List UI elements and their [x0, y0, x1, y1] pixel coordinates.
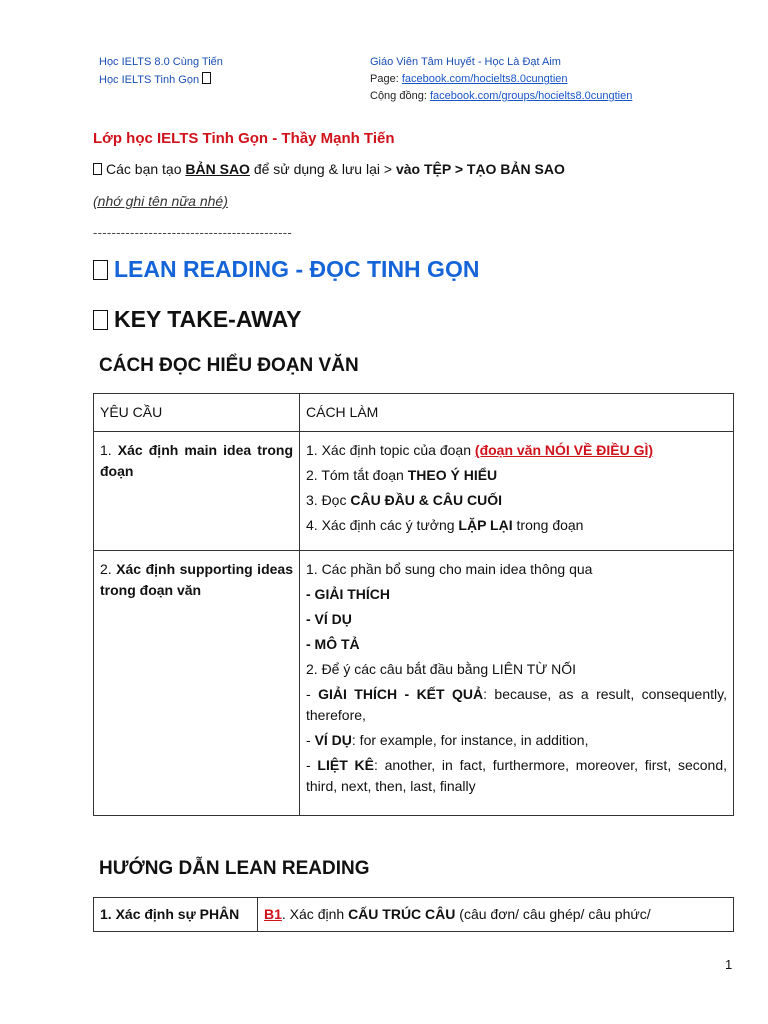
lean-step-detail [258, 898, 734, 932]
row2-step2: 2. Để ý các câu bắt đầu bằng LIÊN TỪ NỐI [306, 661, 577, 677]
header-left-line1: Học IELTS 8.0 Cùng Tiến [99, 56, 223, 68]
row1-step4 [306, 515, 727, 536]
table-row [94, 898, 734, 932]
row1-method [300, 432, 734, 551]
copy-mid: để sử dụng & lưu lại > [249, 161, 396, 177]
row2-method [300, 551, 734, 816]
row2-linker-list [306, 755, 727, 797]
lean-reading-table [93, 897, 734, 932]
row2-step1: 1. Các phần bổ sung cho main idea thông qua [306, 561, 593, 577]
header-cell-requirement: YÊU CẦU [94, 394, 300, 432]
main-heading [93, 256, 479, 283]
row1-s3-pre: 3. Đọc [306, 492, 351, 508]
row1-requirement [94, 432, 300, 551]
book-icon [93, 260, 108, 280]
header-left-line2-text: Học IELTS Tinh Gọn [99, 74, 200, 86]
row1-s1-pre: 1. Xác định topic của đoạn [306, 442, 475, 458]
section2-heading: HƯỚNG DẪN LEAN READING [99, 858, 370, 879]
table-row [94, 551, 734, 816]
step-b1: B1 [264, 906, 282, 922]
row1-req-text: Xác định main idea trong đoạn [100, 442, 293, 479]
row2-bullet-explain: - GIẢI THÍCH [306, 586, 390, 602]
row2-l2-bold: VÍ DỤ [314, 732, 352, 748]
table-row [94, 432, 734, 551]
row1-step2 [306, 465, 727, 486]
row2-req-text: Xác định supporting ideas trong đoạn văn [100, 561, 293, 598]
page-number: 1 [725, 957, 733, 972]
row2-requirement [94, 551, 300, 816]
name-note: (nhớ ghi tên nữa nhé) [93, 193, 228, 209]
row1-s4-bold: LẶP LẠI [458, 517, 513, 533]
copy-instruction [93, 161, 565, 177]
row1-s3-bold: CÂU ĐẦU & CÂU CUỐI [350, 492, 503, 508]
main-heading-text: LEAN READING - ĐỌC TINH GỌN [114, 256, 480, 282]
row2-l3-post: : another, in fact, furthermore, moreover, first, second, third, next, then, last, finally [306, 757, 727, 794]
row2-bullet-example: - VÍ DỤ [306, 611, 352, 627]
row1-num: 1. [100, 442, 118, 458]
row1-s2-pre: 2. Tóm tắt đoạn [306, 467, 408, 483]
key-heading [93, 306, 301, 333]
row2-l1-bold: GIẢI THÍCH - KẾT QUẢ [318, 686, 484, 702]
table-header-row [94, 394, 734, 432]
pin-icon [93, 163, 102, 175]
reading-method-table [93, 393, 734, 816]
row2-linker-cause [306, 684, 727, 726]
row1-s4-pre: 4. Xác định các ý tưởng [306, 517, 459, 533]
copy-bold: BẢN SAO [185, 161, 250, 177]
row2-l1-pre: - [306, 686, 319, 702]
community-link[interactable]: facebook.com/groups/hocielts8.0cungtien [429, 90, 633, 102]
class-title: Lớp học IELTS Tinh Gọn - Thầy Mạnh Tiến [93, 130, 395, 147]
header-left-line2 [99, 72, 215, 87]
row2-l3-pre: - [306, 757, 318, 773]
row2-l2-post: : for example, for instance, in addition, [351, 732, 589, 748]
header-cell-method: CÁCH LÀM [300, 394, 734, 432]
row1-s2-bold: THEO Ý HIỂU [407, 467, 498, 483]
row1-step1 [306, 440, 727, 461]
key-icon [93, 310, 108, 330]
section1-heading: CÁCH ĐỌC HIỂU ĐOẠN VĂN [99, 355, 359, 376]
row2-num: 2. [100, 561, 117, 577]
page-link[interactable]: facebook.com/hocielts8.0cungtien [401, 73, 568, 85]
header-right-title: Giáo Viên Tâm Huyết - Học Là Đạt Aim [370, 56, 561, 68]
row1-step3 [306, 490, 727, 511]
row2-bullet-describe: - MÔ TẢ [306, 636, 360, 652]
row1-s1-red: (đoạn văn NÓI VỀ ĐIỀU GÌ) [474, 442, 654, 458]
row2-linker-example [306, 730, 727, 751]
header-page-label: Page: [370, 73, 402, 85]
sparkle-icon [202, 72, 211, 84]
row2-l1-post: : because, as a result, consequently, therefore, [306, 686, 727, 723]
divider: ------------------------------------------- [93, 225, 293, 240]
key-heading-text: KEY TAKE-AWAY [114, 306, 302, 332]
header-page-line [370, 72, 568, 86]
copy-end: vào TỆP > TẠO BẢN SAO [395, 161, 565, 177]
copy-pre: Các bạn tạo [106, 161, 186, 177]
step-t-pre: . Xác định [281, 906, 349, 922]
step-t-post: (câu đơn/ câu ghép/ câu phức/ [455, 906, 651, 922]
step-t-bold: CẤU TRÚC CÂU [348, 906, 456, 922]
row2-l2-pre: - [306, 732, 315, 748]
header-community-line [370, 89, 632, 103]
lean-step-title: 1. Xác định sự PHÂN [94, 898, 258, 932]
row2-l3-bold: LIỆT KÊ [317, 757, 374, 773]
row1-s4-post: trong đoạn [512, 517, 584, 533]
header-community-label: Cộng đồng: [370, 90, 430, 102]
